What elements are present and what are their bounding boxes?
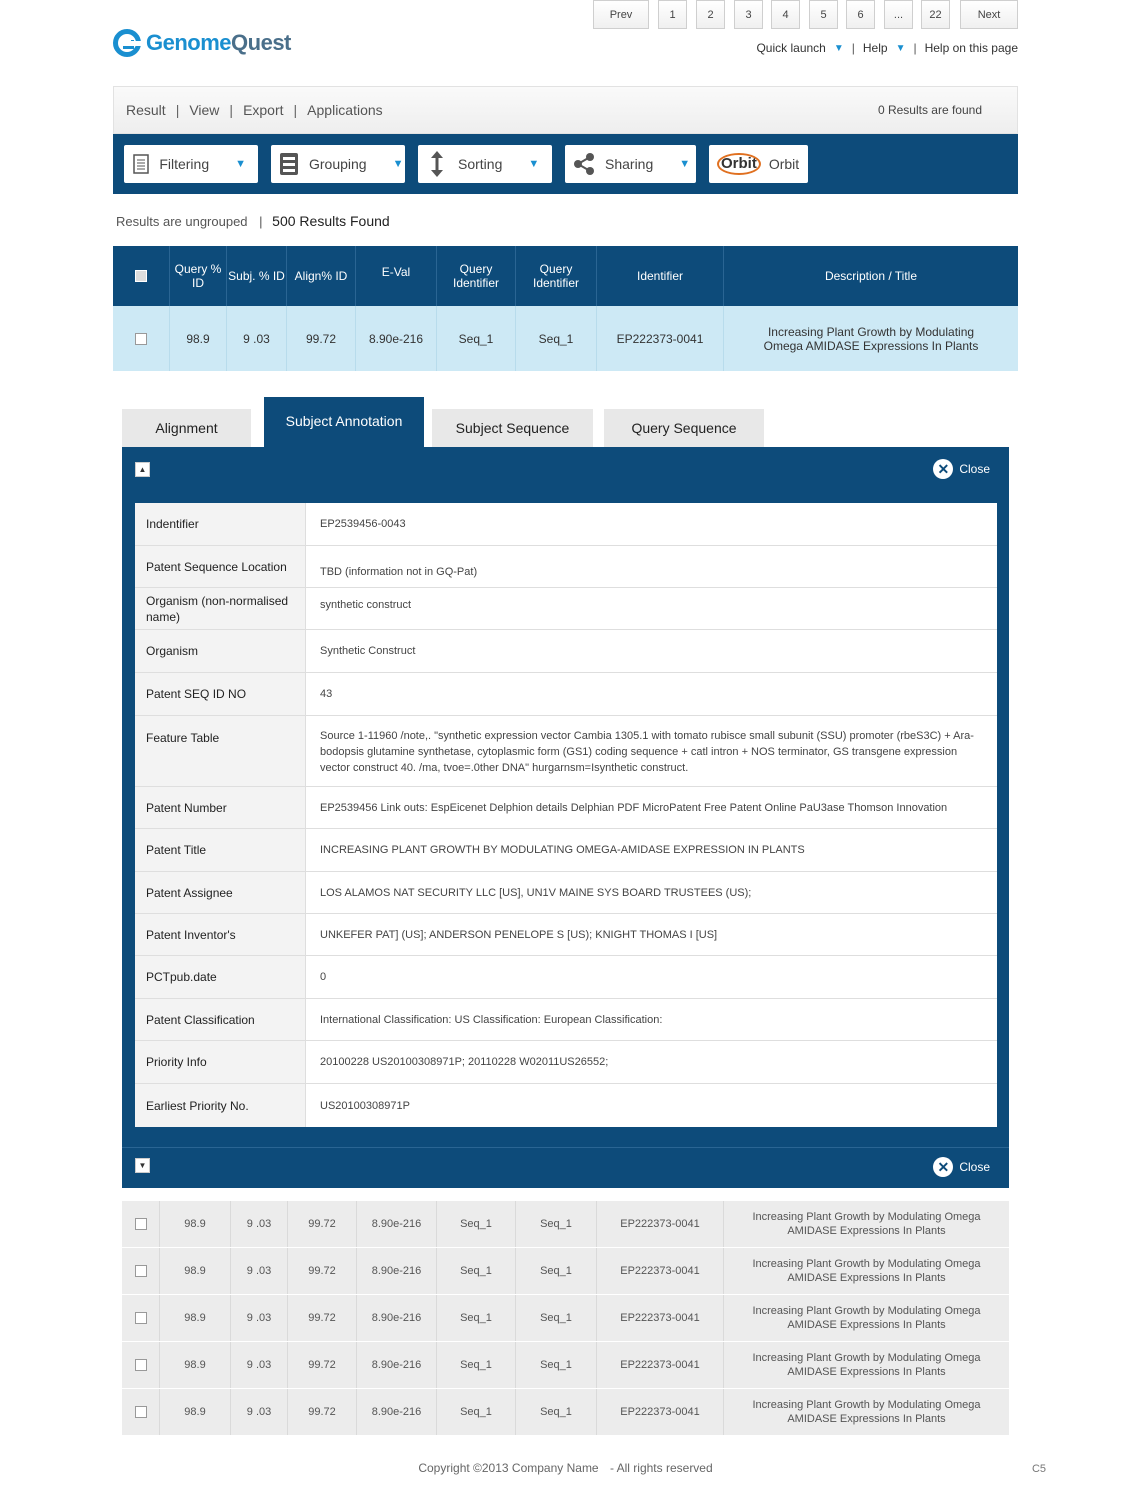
cell-align-id: 99.72 (288, 1295, 357, 1341)
page-ellipsis: ... (884, 0, 913, 29)
cell-eval: 8.90e-216 (357, 1342, 437, 1388)
cabinet-icon (279, 151, 299, 177)
cell-description: Increasing Plant Growth by Modulating Omega AMIDASE Expressions In Plants (752, 1211, 981, 1237)
tab-subject-annotation[interactable]: Subject Annotation (264, 397, 424, 447)
sort-arrows-icon (426, 151, 448, 177)
close-icon: ✕ (933, 1157, 953, 1177)
field-value[interactable]: EP2539456 Link outs: EspEicenet Delphion details Delphian PDF MicroPatent Free Patent Online PaU3ase Thomson Innovation (320, 801, 948, 814)
cell-eval: 8.90e-216 (357, 1201, 437, 1247)
cell-query-identifier: Seq_1 (516, 1248, 597, 1294)
document-icon (132, 151, 149, 177)
annotation-row (135, 630, 997, 673)
table-row[interactable] (122, 1342, 1009, 1389)
menu-applications[interactable]: Applications (307, 102, 383, 118)
annotation-row (135, 716, 997, 787)
cell-subj-id: 9 .03 (231, 1389, 288, 1435)
rights-text: - All rights reserved (609, 1461, 713, 1475)
cell-align-id: 99.72 (288, 1389, 357, 1435)
field-label: Feature Table (135, 716, 306, 786)
cell-query-identifier: Seq_1 (516, 1389, 597, 1435)
field-label: Patent Assignee (135, 872, 306, 913)
page-button[interactable]: 22 (921, 0, 950, 29)
cell-query-identifier: Seq_1 (516, 1342, 597, 1388)
cell-query-identifier: Seq_1 (516, 306, 597, 371)
sorting-button[interactable] (418, 145, 552, 183)
page-button[interactable]: 3 (734, 0, 763, 29)
cell-query-id: 98.9 (160, 1248, 231, 1294)
cell-eval: 8.90e-216 (356, 306, 437, 371)
field-value: 20100228 US20100308971P; 20110228 W02011US26552; (320, 1056, 609, 1068)
header-align-id[interactable]: Align% ID (287, 246, 356, 306)
next-page-button[interactable]: Next (960, 0, 1018, 29)
chevron-down-icon: ▼ (679, 158, 691, 170)
annotation-row (135, 872, 997, 914)
ungrouped-text: Results are ungrouped (116, 214, 248, 229)
orbit-button[interactable] (709, 145, 808, 183)
cell-identifier: EP222373-0041 (597, 1389, 724, 1435)
annotation-row (135, 829, 997, 872)
sharing-label: Sharing (605, 156, 654, 172)
row-checkbox[interactable] (135, 1359, 147, 1371)
select-all-checkbox[interactable] (135, 270, 147, 282)
cell-query-identifier: Seq_1 (437, 1389, 516, 1435)
cell-query-id: 98.9 (170, 306, 227, 371)
page-button[interactable]: 5 (809, 0, 838, 29)
cell-subj-id: 9 .03 (231, 1295, 288, 1341)
cell-query-identifier: Seq_1 (437, 1342, 516, 1388)
menu-view[interactable]: View (189, 102, 220, 118)
cell-align-id: 99.72 (288, 1248, 357, 1294)
close-button[interactable] (933, 459, 990, 479)
genomequest-logo[interactable] (113, 28, 291, 58)
logo-text-quest: Quest (231, 30, 291, 55)
table-row[interactable] (122, 1201, 1009, 1248)
annotation-row (135, 999, 997, 1041)
tab-alignment[interactable]: Alignment (122, 409, 251, 447)
header-identifier[interactable]: Identifier (597, 246, 724, 306)
row-checkbox[interactable] (135, 1406, 147, 1418)
annotation-row (135, 914, 997, 956)
expand-toggle[interactable]: ▼ (135, 1158, 150, 1173)
annotation-row (135, 588, 997, 630)
share-icon (573, 151, 595, 177)
menu-separator: | (175, 102, 180, 118)
menu-export[interactable]: Export (243, 102, 284, 118)
field-label: Priority Info (135, 1041, 306, 1083)
chevron-down-icon: ▼ (235, 158, 246, 170)
cell-description: Increasing Plant Growth by Modulating Omega AMIDASE Expressions In Plants (752, 1305, 981, 1331)
sharing-button[interactable] (565, 145, 696, 183)
cell-query-identifier: Seq_1 (516, 1201, 597, 1247)
menu-result[interactable]: Result (126, 102, 166, 118)
row-checkbox[interactable] (135, 1265, 147, 1277)
page-button[interactable]: 2 (696, 0, 725, 29)
row-select-cell (122, 1389, 160, 1435)
help-on-page-link[interactable]: Help on this page (924, 41, 1018, 55)
field-value: EP2539456-0043 (320, 518, 406, 530)
grouping-button[interactable] (271, 145, 405, 183)
annotation-table (135, 503, 997, 1127)
field-label: Organism (135, 630, 306, 672)
table-row[interactable] (122, 1295, 1009, 1342)
row-checkbox[interactable] (135, 1218, 147, 1230)
results-count: 500 Results Found (272, 213, 390, 229)
field-label: Patent SEQ ID NO (135, 673, 306, 715)
cell-query-identifier: Seq_1 (437, 1295, 516, 1341)
grouping-label: Grouping (309, 156, 367, 172)
field-value: US20100308971P (320, 1099, 410, 1112)
field-label: Patent Inventor's (135, 914, 306, 955)
close-label: Close (959, 462, 990, 476)
annotation-row (135, 503, 997, 546)
field-label: Patent Sequence Location (135, 546, 306, 587)
field-label: Patent Classification (135, 999, 306, 1040)
row-select-cell (122, 1342, 160, 1388)
header-select-all (113, 246, 170, 306)
page-button[interactable]: 4 (771, 0, 800, 29)
cell-query-id: 98.9 (160, 1295, 231, 1341)
cell-query-identifier: Seq_1 (516, 1295, 597, 1341)
results-table-header (113, 246, 1018, 306)
header-eval[interactable]: E-Val (356, 246, 437, 306)
annotation-row (135, 956, 997, 999)
field-value: LOS ALAMOS NAT SECURITY LLC [US], UN1V MAINE SYS BOARD TRUSTEES (US); (320, 886, 752, 899)
row-select-cell (113, 306, 170, 371)
cell-align-id: 99.72 (288, 1342, 357, 1388)
chevron-down-icon[interactable]: ▼ (833, 42, 844, 54)
logo-text-genome: Genome (146, 30, 232, 55)
copyright-text: Copyright ©2013 Company Name (418, 1461, 599, 1475)
cell-query-identifier: Seq_1 (437, 1201, 516, 1247)
cell-query-id: 98.9 (160, 1342, 231, 1388)
cell-subj-id: 9 .03 (231, 1201, 288, 1247)
toolbar (113, 134, 1018, 194)
cell-query-identifier: Seq_1 (437, 306, 516, 371)
annotation-row (135, 787, 997, 829)
cell-query-identifier: Seq_1 (437, 1248, 516, 1294)
tab-query-sequence[interactable]: Query Sequence (604, 409, 764, 447)
close-button[interactable] (933, 1157, 990, 1177)
close-label: Close (959, 1160, 990, 1174)
field-label: Indentifier (135, 503, 306, 545)
field-label: Earliest Priority No. (135, 1084, 306, 1127)
cell-identifier: EP222373-0041 (597, 1248, 724, 1294)
chevron-down-icon[interactable]: ▼ (895, 42, 906, 54)
cell-identifier: EP222373-0041 (597, 1201, 724, 1247)
page-id: C5 (1031, 1463, 1046, 1475)
cell-identifier: EP222373-0041 (597, 1295, 724, 1341)
field-value: 0 (320, 971, 327, 983)
cell-description: Increasing Plant Growth by Modulating Omega AMIDASE Expressions In Plants (752, 1258, 981, 1284)
field-value: UNKEFER PAT] (US]; ANDERSON PENELOPE S [US); KNIGHT THOMAS I [US] (320, 928, 718, 941)
help-link[interactable]: Help (862, 41, 888, 55)
panel-footer (122, 1147, 1009, 1188)
cell-subj-id: 9 .03 (231, 1342, 288, 1388)
table-row-selected[interactable] (113, 306, 1018, 371)
row-select-cell (122, 1248, 160, 1294)
table-row[interactable] (122, 1389, 1009, 1436)
cell-subj-id: 9 .03 (231, 1248, 288, 1294)
filtering-button[interactable] (124, 145, 258, 183)
row-select-cell (122, 1295, 160, 1341)
row-checkbox[interactable] (135, 1312, 147, 1324)
field-value: synthetic construct (320, 599, 412, 611)
collapse-toggle[interactable]: ▲ (135, 462, 150, 477)
header-subj-id[interactable]: Subj. % ID (227, 246, 287, 306)
footer (0, 1461, 1131, 1475)
close-icon: ✕ (933, 459, 953, 479)
cell-identifier: EP222373-0041 (597, 1342, 724, 1388)
separator: | (259, 214, 263, 229)
top-links (756, 41, 1018, 55)
annotation-row (135, 546, 997, 588)
row-checkbox[interactable] (135, 333, 147, 345)
cell-description: Increasing Plant Growth by Modulating Omega AMIDASE Expressions In Plants (752, 1352, 981, 1378)
cell-eval: 8.90e-216 (357, 1248, 437, 1294)
cell-identifier: EP222373-0041 (597, 306, 724, 371)
row-select-cell (122, 1201, 160, 1247)
grouping-status (116, 213, 390, 229)
cell-query-id: 98.9 (160, 1389, 231, 1435)
separator: | (913, 41, 917, 55)
tab-subject-sequence[interactable]: Subject Sequence (432, 409, 593, 447)
page-button[interactable]: 6 (846, 0, 875, 29)
cell-description: Increasing Plant Growth by Modulating Omega AMIDASE Expressions In Plants (763, 324, 979, 353)
quick-launch-link[interactable]: Quick launch (756, 41, 826, 55)
filtering-label: Filtering (159, 156, 210, 172)
field-label: PCTpub.date (135, 956, 306, 998)
menu-bar (113, 86, 1018, 134)
logo-icon (113, 29, 141, 57)
menu-separator: | (293, 102, 298, 118)
prev-page-button[interactable]: Prev (593, 0, 649, 29)
field-label: Organism (non-normalised name) (135, 588, 306, 629)
annotation-row (135, 1084, 997, 1127)
header-query-identifier[interactable]: Query Identifier (516, 246, 597, 306)
cell-eval: 8.90e-216 (357, 1295, 437, 1341)
cell-eval: 8.90e-216 (357, 1389, 437, 1435)
subject-annotation-panel (122, 447, 1009, 1188)
separator: | (851, 41, 855, 55)
chevron-down-icon: ▼ (528, 158, 540, 170)
cell-subj-id: 9 .03 (227, 306, 287, 371)
field-label: Patent Number (135, 787, 306, 828)
orbit-label: Orbit (768, 156, 800, 172)
annotation-row (135, 1041, 997, 1084)
header-query-id[interactable]: Query % ID (170, 246, 227, 306)
header-description[interactable]: Description / Title (824, 269, 918, 283)
results-found-text: 0 Results are found (877, 103, 982, 117)
header-query-identifier[interactable]: Query Identifier (437, 246, 516, 306)
field-value: INCREASING PLANT GROWTH BY MODULATING OMEGA-AMIDASE EXPRESSION IN PLANTS (320, 844, 805, 856)
annotation-row (135, 673, 997, 716)
cell-query-id: 98.9 (160, 1201, 231, 1247)
field-value: 43 (320, 688, 333, 700)
page-button[interactable]: 1 (658, 0, 687, 29)
field-label: Patent Title (135, 829, 306, 871)
field-value: Synthetic Construct (320, 645, 416, 657)
menu-separator: | (229, 102, 234, 118)
cell-align-id: 99.72 (287, 306, 356, 371)
sorting-label: Sorting (458, 156, 503, 172)
cell-description: Increasing Plant Growth by Modulating Omega AMIDASE Expressions In Plants (752, 1399, 981, 1425)
field-value: International Classification: US Classification: European Classification: (320, 1013, 663, 1026)
field-value: Source 1-11960 /note,. "synthetic expression vector Cambia 1305.1 with tomato rubisce small subunit (SSU) promoter (rbeS3C) + Ara-bodopsis glutamine synthetase, cytoplasmic form (GS1) coding sequence + catl intron + NOS terminator, GS transgene expression vector construct 40. /ma, tvoe=.0ther DNA" hurgarnsm=Isynthetic construct. (320, 730, 974, 774)
orbit-logo: Orbit (717, 153, 761, 175)
cell-align-id: 99.72 (288, 1201, 357, 1247)
chevron-down-icon: ▼ (392, 158, 404, 170)
field-value: TBD (information not in GQ-Pat) (320, 565, 478, 578)
table-row[interactable] (122, 1248, 1009, 1295)
